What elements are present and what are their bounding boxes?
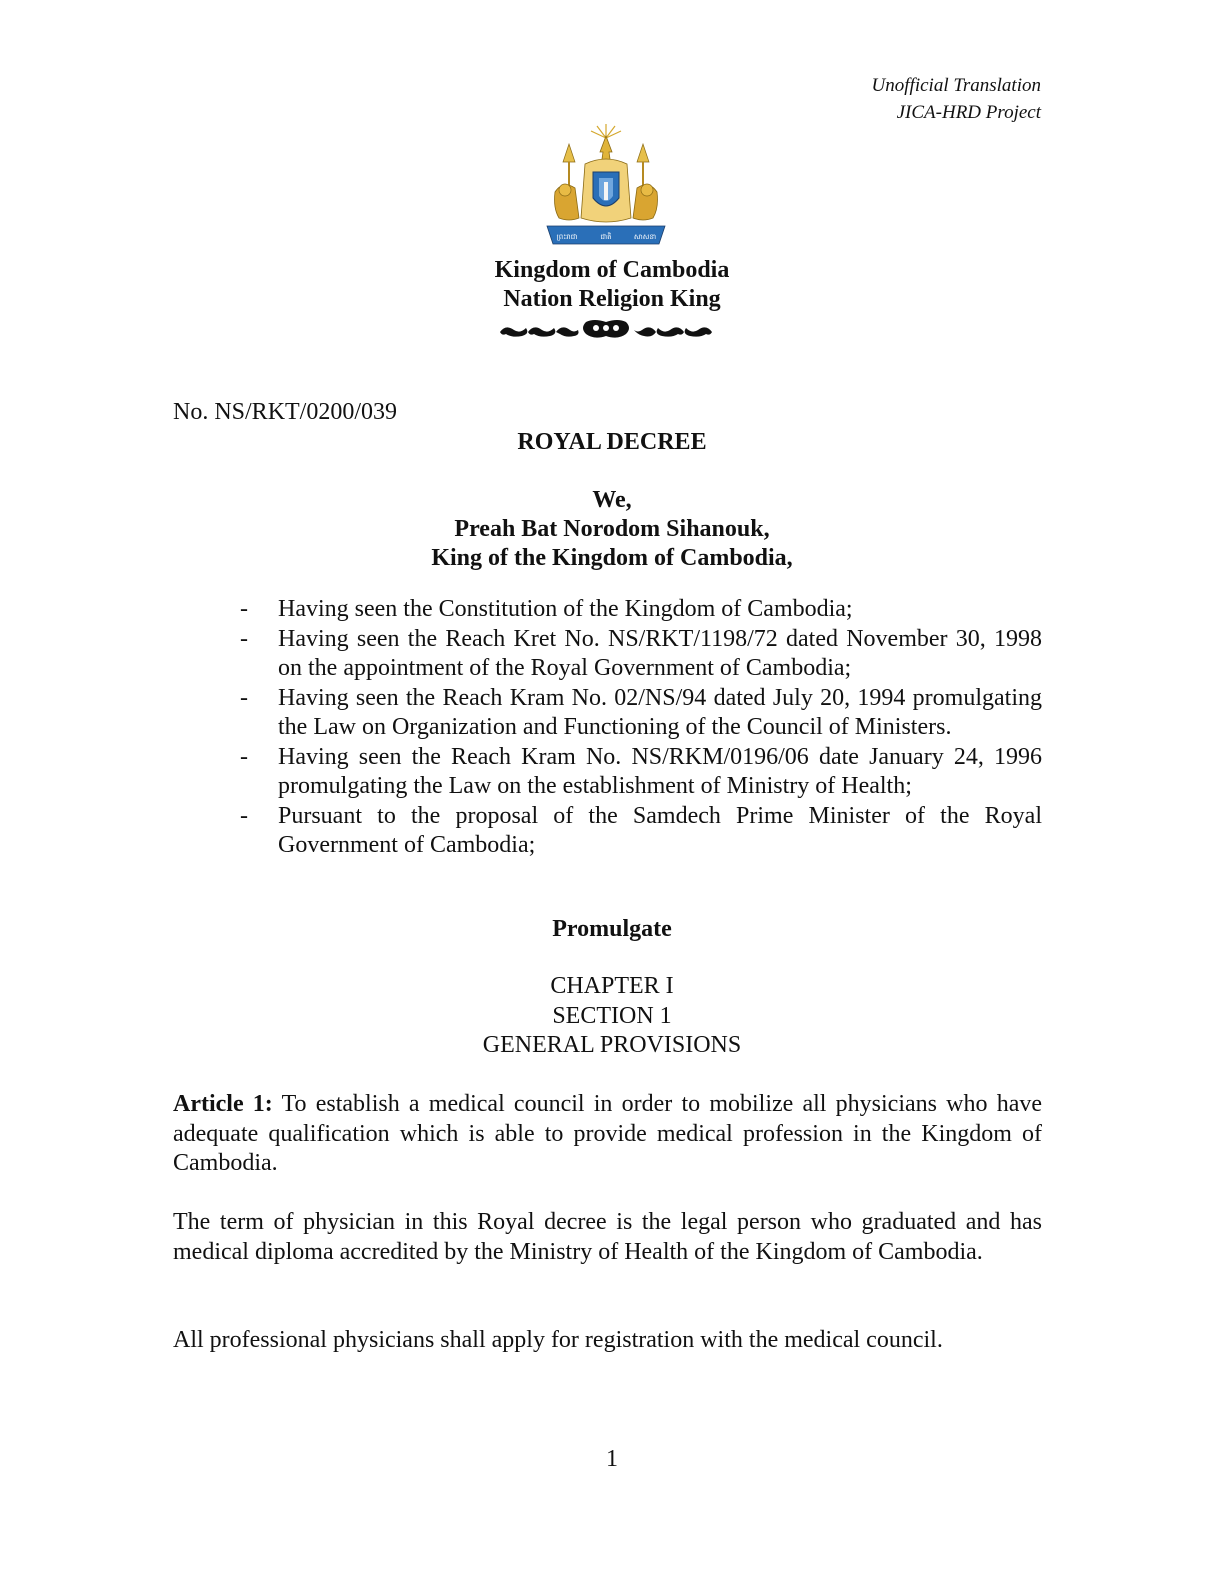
recital-text: Having seen the Constitution of the Kingdom of Cambodia; — [278, 596, 853, 622]
physician-definition-paragraph: The term of physician in this Royal decree is the legal person who graduated and has medical diploma accredited by the Ministry of Health of the Kingdom of Cambodia. — [173, 1209, 1042, 1265]
list-bullet: - — [240, 625, 248, 652]
recital-text: Having seen the Reach Kram No. NS/RKM/0196/06 date January 24, 1996 promulgating the Law on the establishment of Ministry of Health; — [278, 743, 1042, 799]
banner-text-left: ព្រះរាជា — [556, 233, 578, 241]
article-1-paragraph — [173, 1090, 1042, 1179]
list-bullet: - — [240, 743, 248, 770]
decree-number: No. NS/RKT/0200/039 — [173, 399, 398, 425]
banner-text-center: ជាតិ — [600, 233, 612, 241]
recital-text: Pursuant to the proposal of the Samdech Prime Minister of the Royal Government of Cambodia; — [278, 802, 1042, 858]
banner-text-right: សាសនា — [633, 233, 657, 241]
translation-note — [872, 72, 1041, 126]
section-title: GENERAL PROVISIONS — [482, 1032, 742, 1058]
registration-paragraph: All professional physicians shall apply for registration with the medical council. — [173, 1327, 943, 1353]
chapter-label: CHAPTER I — [550, 973, 674, 999]
kingdom-heading — [0, 256, 1224, 314]
list-item — [240, 743, 1042, 802]
article-1-label: Article 1: — [173, 1091, 273, 1117]
list-item — [240, 684, 1042, 743]
kingdom-name: Kingdom of Cambodia — [494, 257, 730, 283]
recitals-list — [240, 595, 1042, 861]
chapter-heading — [0, 972, 1224, 1061]
recital-text: Having seen the Reach Kret No. NS/RKT/1198/72 dated November 30, 1998 on the appointment of the Royal Government of Cambodia; — [278, 625, 1042, 681]
issuer-line-3: King of the Kingdom of Cambodia, — [431, 545, 793, 571]
decorative-flourish-icon — [494, 316, 718, 342]
document-title: ROYAL DECREE — [517, 429, 707, 455]
article-1-text: To establish a medical council in order to mobilize all physicians who have adequate qualification which is able to provide medical profession in the Kingdom of Cambodia. — [173, 1091, 1043, 1176]
promulgate-heading: Promulgate — [552, 916, 672, 942]
kingdom-motto: Nation Religion King — [503, 286, 721, 312]
translation-note-line-1: Unofficial Translation — [871, 75, 1041, 96]
translation-note-line-2: JICA-HRD Project — [896, 102, 1041, 123]
issuer-block — [0, 486, 1224, 573]
list-bullet: - — [240, 802, 248, 829]
recital-text: Having seen the Reach Kram No. 02/NS/94 dated July 20, 1994 promulgating the Law on Organization and Functioning of the Council of Ministers. — [278, 684, 1042, 740]
section-label: SECTION 1 — [552, 1002, 672, 1029]
royal-coat-of-arms-icon — [545, 122, 667, 252]
page-number: 1 — [606, 1446, 618, 1472]
issuer-line-2: Preah Bat Norodom Sihanouk, — [454, 516, 770, 542]
issuer-line-1: We, — [592, 487, 632, 513]
list-item — [240, 625, 1042, 684]
list-bullet: - — [240, 684, 248, 711]
list-item — [240, 595, 1042, 625]
list-item — [240, 802, 1042, 861]
list-bullet: - — [240, 596, 248, 622]
